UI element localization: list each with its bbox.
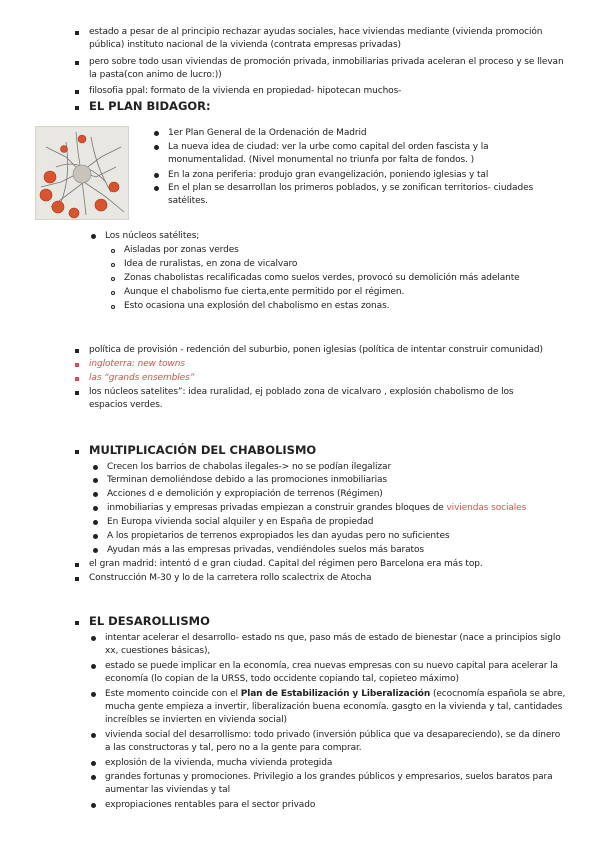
list-item-text: filosofia ppal: formato de la vivienda en propiedad- hipotecan muchos- (89, 86, 402, 96)
heading-text: EL DESAROLLISMO (89, 614, 210, 628)
list-item-text: ingloterra: new towns (89, 359, 185, 369)
section-heading (0, 444, 600, 460)
list-item (0, 660, 600, 688)
list-item-text (107, 502, 587, 515)
circle-bullet-icon (111, 305, 115, 309)
list-item (0, 572, 600, 586)
list-item-text: Esto ocasiona una explosión del chabolismo en estas zonas. (124, 301, 390, 311)
section-heading (0, 615, 600, 631)
list-item (0, 799, 600, 813)
dot-bullet-icon (91, 761, 96, 766)
square-bullet-icon (75, 621, 79, 625)
heading-text: EL PLAN BIDAGOR: (89, 99, 211, 113)
list-item-text: A los propietarios de terrenos expropiados les dan ayudas pero no suficientes (107, 531, 450, 541)
dot-bullet-icon (91, 692, 96, 697)
circle-bullet-icon (111, 249, 115, 253)
list-item-text (105, 688, 567, 727)
list-item-text: el gran madrid: intentó d e gran ciudad. Capital del régimen pero Barcelona era más top. (89, 559, 483, 569)
list-item (0, 344, 600, 358)
list-item-text: los núcleos satelites”: idea ruralidad, ej poblado zona de vicalvaro , explosión chabolismo de los espacios verdes. (89, 387, 514, 410)
bold-text: Plan de Estabilización y Liberalización (240, 689, 431, 699)
list-item (0, 358, 600, 372)
square-bullet-icon (75, 106, 79, 110)
list-item-text: En el plan se desarrollan los primeros poblados, y se zonifican territorios- ciudades satélites. (168, 183, 534, 206)
dot-bullet-icon (154, 131, 159, 136)
list-item (0, 169, 600, 183)
list-item (0, 516, 600, 530)
section-heading (0, 100, 600, 116)
list-item (0, 474, 600, 488)
dot-bullet-icon (93, 465, 98, 470)
list-item-text: grandes fortunas y promociones. Privilegio a los grandes públicos y empresarios, suelos baratos para aumentar las viviendas y tal (105, 772, 553, 795)
list-item (0, 230, 600, 244)
dot-bullet-icon (91, 775, 96, 780)
heading-text: MULTIPLICACIÓN DEL CHABOLISMO (89, 443, 317, 457)
list-item (0, 502, 600, 516)
dot-bullet-icon (154, 186, 159, 191)
square-bullet-icon (75, 31, 79, 35)
square-bullet-icon (75, 377, 79, 381)
list-item-text: En Europa vivienda social alquiler y en España de propiedad (107, 517, 374, 527)
list-item-text: estado se puede implicar en la economía, crea nuevas empresas con su nuevo capital para acelerar la economía (lo copian de la URSS, todo occidente copiando tal, copieteo máximo) (105, 661, 558, 684)
text-segment: Este momento coincide con el (105, 689, 241, 699)
list-item (0, 372, 600, 386)
list-item (0, 771, 600, 799)
list-item-text: Crecen los barrios de chabolas ilegales-> no se podían ilegalizar (107, 462, 392, 472)
list-item-text: las “grands ensembles” (89, 373, 195, 383)
dot-bullet-icon (91, 664, 96, 669)
list-item (0, 85, 600, 99)
highlight-text: viviendas sociales (446, 503, 527, 513)
dot-bullet-icon (93, 506, 98, 511)
sub-list-item (0, 244, 600, 258)
list-item (0, 127, 600, 141)
dot-bullet-icon (154, 145, 159, 150)
list-item-text: 1er Plan General de la Ordenación de Madrid (168, 128, 367, 138)
square-bullet-icon (75, 563, 79, 567)
square-bullet-icon (75, 61, 79, 65)
dot-bullet-icon (154, 173, 159, 178)
square-bullet-icon (75, 90, 79, 94)
dot-bullet-icon (93, 534, 98, 539)
list-item-text: Idea de ruralistas, en zona de vicalvaro (124, 259, 298, 269)
sub-list-item (0, 300, 600, 314)
list-item (0, 757, 600, 771)
list-item (0, 530, 600, 544)
dot-bullet-icon (93, 492, 98, 497)
list-item (0, 688, 600, 730)
list-item-text: explosión de la vivienda, mucha vivienda protegida (105, 758, 333, 768)
list-item (0, 632, 600, 660)
list-item (0, 141, 600, 169)
sub-list-item (0, 272, 600, 286)
list-item (0, 461, 600, 475)
dot-bullet-icon (93, 548, 98, 553)
list-item (0, 729, 600, 757)
list-item-text: intentar acelerar el desarrollo- estado ns que, paso más de estado de bienestar (nace a principios siglo xx, cuestiones básicas), (105, 633, 561, 656)
square-bullet-icon (75, 391, 79, 395)
circle-bullet-icon (111, 277, 115, 281)
list-item (0, 56, 600, 84)
square-bullet-icon (75, 450, 79, 454)
list-item-text: La nueva idea de ciudad: ver la urbe como capital del orden fascista y la monumentalidad. (Nivel monumental no triunfa por falta de fondos. ) (168, 142, 489, 165)
list-item (0, 26, 600, 54)
list-item (0, 182, 600, 210)
list-item (0, 488, 600, 502)
dot-bullet-icon (91, 234, 96, 239)
list-item-text: Acciones d e demolición y expropiación de terrenos (Régimen) (107, 489, 383, 499)
square-bullet-icon (75, 363, 79, 367)
sub-list-item (0, 258, 600, 272)
list-item-text: Aunque el chabolismo fue cierta,ente permitido por el régimen. (124, 287, 405, 297)
list-item (0, 544, 600, 558)
circle-bullet-icon (111, 263, 115, 267)
square-bullet-icon (75, 577, 79, 581)
list-item-text: En la zona periferia: produjo gran evangelización, poniendo iglesias y tal (168, 170, 489, 180)
list-item (0, 386, 600, 414)
dot-bullet-icon (91, 733, 96, 738)
list-item-text: pero sobre todo usan viviendas de promoción privada, inmobiliarias privada aceleran el proceso y se llevan la pasta(con animo de lucro:)) (89, 57, 564, 80)
dot-bullet-icon (91, 803, 96, 808)
list-item-text: Construcción M-30 y lo de la carretera rollo scalectrix de Atocha (89, 573, 372, 583)
list-item-text: Los núcleos satélites; (105, 231, 200, 241)
sub-list-item (0, 286, 600, 300)
list-item-text-main: inmobiliarias y empresas privadas empiezan a construir grandes bloques de (107, 503, 447, 513)
list-item-text: expropiaciones rentables para el sector privado (105, 800, 316, 810)
square-bullet-icon (75, 349, 79, 353)
list-item (0, 558, 600, 572)
text-segment: (ecocnomía española se abre, mucha gente empieza a invertir, liberalización buena economía. gasgto en la vivienda y tal, cantidades increíbles se invierten en vivienda social) (105, 689, 566, 725)
dot-bullet-icon (91, 636, 96, 641)
list-item-text: vivienda social del desarrollismo: todo privado (inversión pública que va desapareciendo), se da dinero a las constructoras y tal, pero no a la gente para comprar. (105, 730, 561, 753)
circle-bullet-icon (111, 291, 115, 295)
list-item-text: política de provisión - redención del suburbio, ponen iglesias (política de intentar construir comunidad) (89, 345, 543, 355)
list-item-text: Zonas chabolistas recalificadas como suelos verdes, provocó su demolición más adelante (124, 273, 520, 283)
dot-bullet-icon (93, 478, 98, 483)
dot-bullet-icon (93, 520, 98, 525)
list-item-text: Aisladas por zonas verdes (124, 245, 239, 255)
list-item-text: Ayudan más a las empresas privadas, vendiéndoles suelos más baratos (107, 545, 424, 555)
list-item-text: estado a pesar de al principio rechazar ayudas sociales, hace viviendas mediante (vivienda promoción pública) instituto nacional de la vivienda (contrata empresas privadas) (89, 27, 543, 50)
list-item-text: Terminan demoliéndose debido a las promociones inmobiliarias (107, 475, 388, 485)
